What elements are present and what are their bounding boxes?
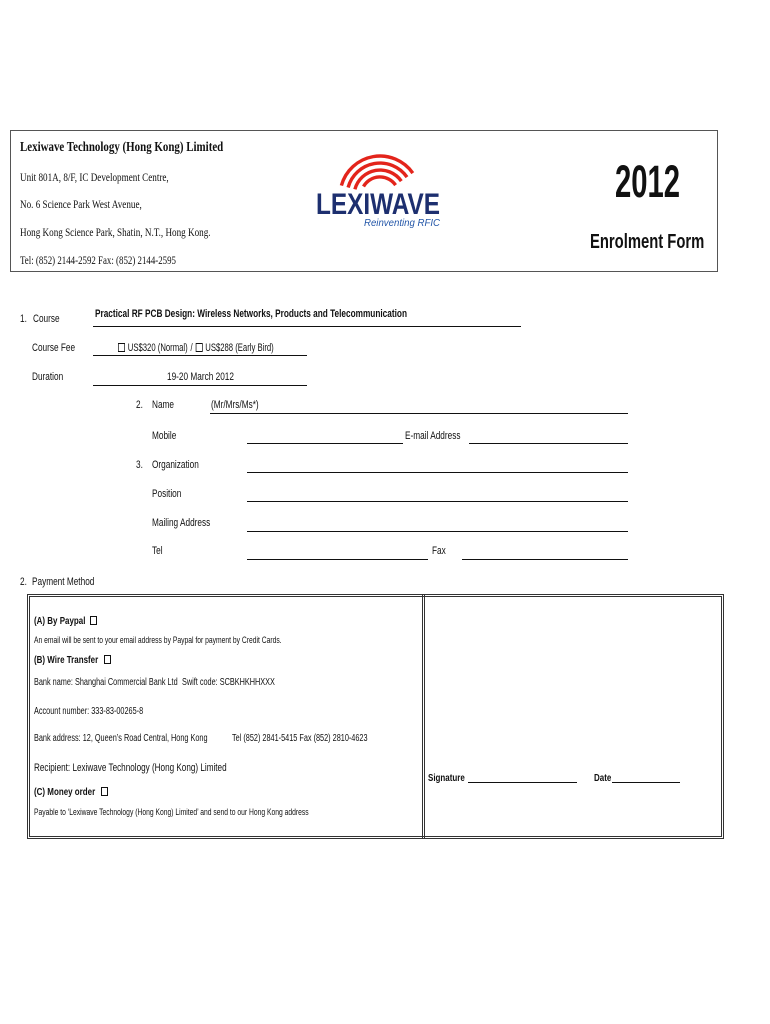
payment-label: Payment Method (32, 576, 95, 588)
bank-name: Bank name: Shanghai Commercial Bank Ltd (34, 677, 178, 688)
fee-normal-label: US$320 (Normal) (127, 342, 188, 354)
payment-number: 2. (20, 576, 27, 588)
course-title: Practical RF PCB Design: Wireless Networks, Products and Telecommunication (95, 308, 407, 320)
date-label: Date (594, 772, 612, 784)
company-name: Lexiwave Technology (Hong Kong) Limited (20, 140, 224, 155)
recipient: Recipient: Lexiwave Technology (Hong Kong) Limited (34, 762, 227, 774)
organization-field[interactable] (247, 460, 628, 473)
paypal-checkbox[interactable] (90, 616, 97, 625)
fee-early-bird-checkbox[interactable] (195, 343, 202, 352)
fee-separator: / (190, 342, 193, 354)
fee-normal-checkbox[interactable] (118, 343, 125, 352)
logo-tagline: Reinventing RFIC (364, 217, 441, 229)
course-fee-label: Course Fee (32, 342, 76, 354)
email-label: E-mail Address (405, 430, 461, 442)
course-number: 1. (20, 313, 27, 325)
fax-field[interactable] (462, 547, 628, 560)
mailing-address-label: Mailing Address (152, 517, 211, 529)
logo-wordmark: LEXIWAVE (316, 188, 440, 221)
tel-label: Tel (152, 545, 163, 557)
course-fee-field (93, 340, 307, 356)
company-contact: Tel: (852) 2144-2592 Fax: (852) 2144-2595 (20, 253, 176, 267)
bank-contact: Tel (852) 2841-5415 Fax (852) 2810-4623 (232, 733, 368, 744)
fee-early-bird-label: US$288 (Early Bird) (205, 342, 274, 354)
name-title-hint: (Mr/Mrs/Ms*) (211, 399, 259, 411)
tel-field[interactable] (247, 547, 428, 560)
duration-label: Duration (32, 371, 64, 383)
organization-number: 3. (136, 459, 143, 471)
signature-label: Signature (428, 772, 465, 784)
position-label: Position (152, 488, 182, 500)
name-number: 2. (136, 399, 143, 411)
mailing-address-field[interactable] (247, 518, 628, 532)
form-year: 2012 (615, 156, 681, 207)
signal-waves-icon (341, 156, 412, 189)
duration-field (93, 369, 307, 386)
paypal-note: An email will be sent to your email address by Paypal for payment by Credit Cards. (34, 635, 282, 645)
company-address-line-3: Hong Kong Science Park, Shatin, N.T., Hong Kong. (20, 225, 211, 239)
form-title: Enrolment Form (590, 231, 705, 253)
course-field (93, 306, 521, 327)
fax-label: Fax (432, 545, 446, 557)
paypal-option-label: (A) By Paypal (34, 615, 86, 627)
name-field[interactable] (210, 397, 628, 414)
mobile-field[interactable] (247, 431, 403, 444)
money-order-option-label: (C) Money order (34, 786, 96, 798)
money-order-checkbox[interactable] (101, 787, 108, 796)
position-field[interactable] (247, 489, 628, 502)
swift-code: Swift code: SCBKHKHHXXX (182, 677, 275, 688)
course-fee-options (118, 342, 274, 355)
date-field[interactable] (612, 772, 680, 783)
name-label: Name (152, 399, 175, 411)
bank-address: Bank address: 12, Queen’s Road Central, Hong Kong (34, 733, 208, 744)
signature-field[interactable] (468, 772, 577, 783)
organization-label: Organization (152, 459, 199, 471)
money-order-note: Payable to ‘Lexiwave Technology (Hong Kong) Limited’ and send to our Hong Kong address (34, 807, 309, 817)
company-address-line-1: Unit 801A, 8/F, IC Development Centre, (20, 170, 169, 184)
payment-box-divider (422, 594, 425, 839)
mobile-label: Mobile (152, 430, 177, 442)
email-field[interactable] (469, 431, 628, 444)
company-address-line-2: No. 6 Science Park West Avenue, (20, 197, 142, 211)
wire-transfer-option-label: (B) Wire Transfer (34, 654, 99, 666)
account-number: Account number: 333-83-00265-8 (34, 706, 144, 717)
duration-value: 19-20 March 2012 (167, 371, 234, 383)
wire-transfer-checkbox[interactable] (104, 655, 111, 664)
course-label: Course (33, 313, 60, 325)
lexiwave-logo (312, 147, 444, 233)
